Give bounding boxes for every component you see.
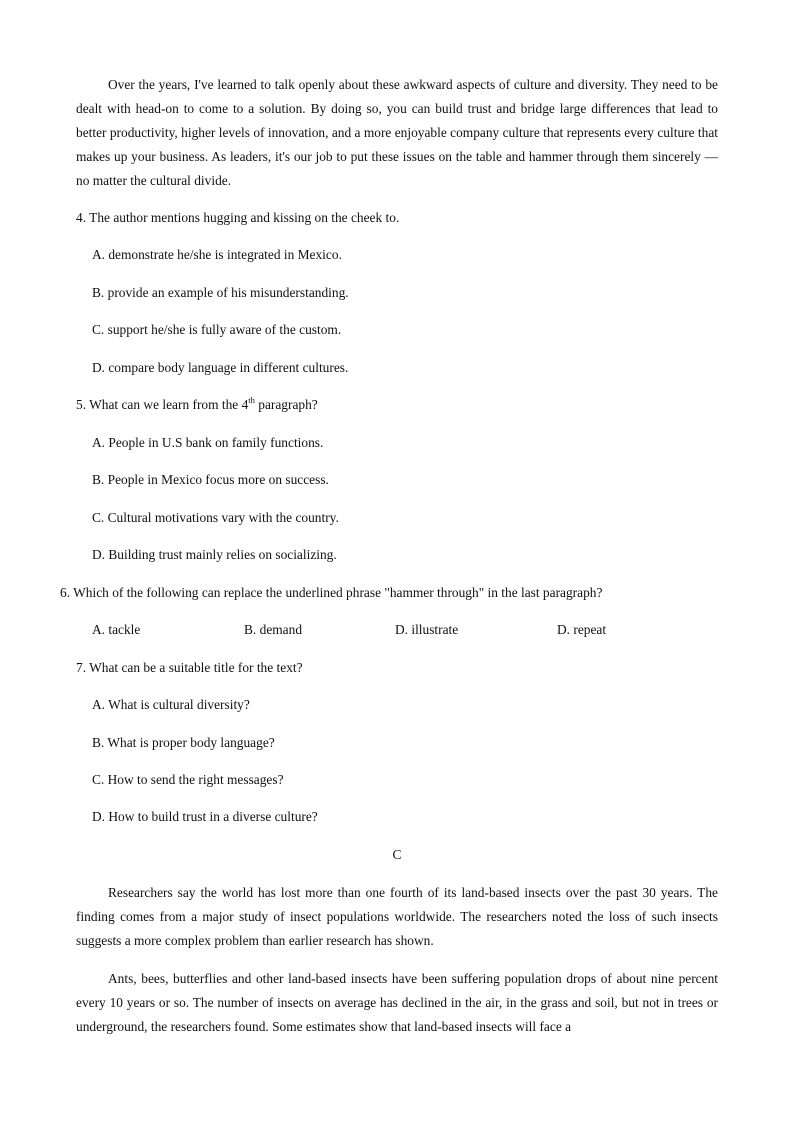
- question-6-option-c: D. illustrate: [395, 622, 459, 637]
- question-5-option-c: C. Cultural motivations vary with the country.: [92, 510, 339, 525]
- question-6-stem: 6. Which of the following can replace the underlined phrase "hammer through" in the last paragraph?: [60, 585, 603, 600]
- question-6-option-b: B. demand: [244, 622, 303, 637]
- question-5-stem-text-end: paragraph?: [254, 397, 318, 412]
- passage-c-heading: C: [392, 847, 402, 862]
- question-5-stem-text: 5. What can we learn from the 4: [76, 397, 249, 412]
- question-4-option-c: C. support he/she is fully aware of the custom.: [92, 322, 342, 337]
- passage-c-paragraph-1: Researchers say the world has lost more than one fourth of its land-based insects over the past 30 years. The finding comes from a major study of insect populations worldwide. The researchers noted the loss of such insects suggests a more complex problem than earlier research has shown.: [76, 885, 718, 948]
- question-7-option-c: C. How to send the right messages?: [92, 772, 284, 787]
- question-7-stem: 7. What can be a suitable title for the text?: [76, 660, 303, 675]
- question-4-stem: 4. The author mentions hugging and kissing on the cheek to.: [76, 210, 400, 225]
- question-4-option-b: B. provide an example of his misunderstanding.: [92, 285, 349, 300]
- question-7-option-a: A. What is cultural diversity?: [92, 697, 250, 712]
- question-7-option-d: D. How to build trust in a diverse culture?: [92, 809, 318, 824]
- passage-c-paragraph-2: Ants, bees, butterflies and other land-based insects have been suffering population drops of about nine percent every 10 years or so. The number of insects on average has declined in the air, in the grass and soil, but not in trees or underground, the researchers found. Some estimates show that land-based insects will face a: [76, 971, 718, 1034]
- passage-b-last-paragraph: Over the years, I've learned to talk openly about these awkward aspects of culture and diversity. They need to be dealt with head-on to come to a solution. By doing so, you can build trust and bridge large differences that lead to better productivity, higher levels of innovation, and a more enjoyable company culture that represents every culture that makes up your business. As leaders, it's our job to put these issues on the table and hammer through them sincerely — no matter the cultural divide.: [76, 77, 718, 188]
- question-5-stem: [76, 396, 318, 414]
- question-6-option-d: D. repeat: [557, 622, 607, 637]
- question-7-option-b: B. What is proper body language?: [92, 735, 275, 750]
- question-4-option-d: D. compare body language in different cultures.: [92, 360, 349, 375]
- question-5-stem-superscript: th: [248, 395, 255, 405]
- question-5-option-b: B. People in Mexico focus more on success.: [92, 472, 329, 487]
- question-6-option-a: A. tackle: [92, 622, 141, 637]
- question-5-option-a: A. People in U.S bank on family functions.: [92, 435, 324, 450]
- question-4-option-a: A. demonstrate he/she is integrated in Mexico.: [92, 247, 342, 262]
- question-5-option-d: D. Building trust mainly relies on socializing.: [92, 547, 337, 562]
